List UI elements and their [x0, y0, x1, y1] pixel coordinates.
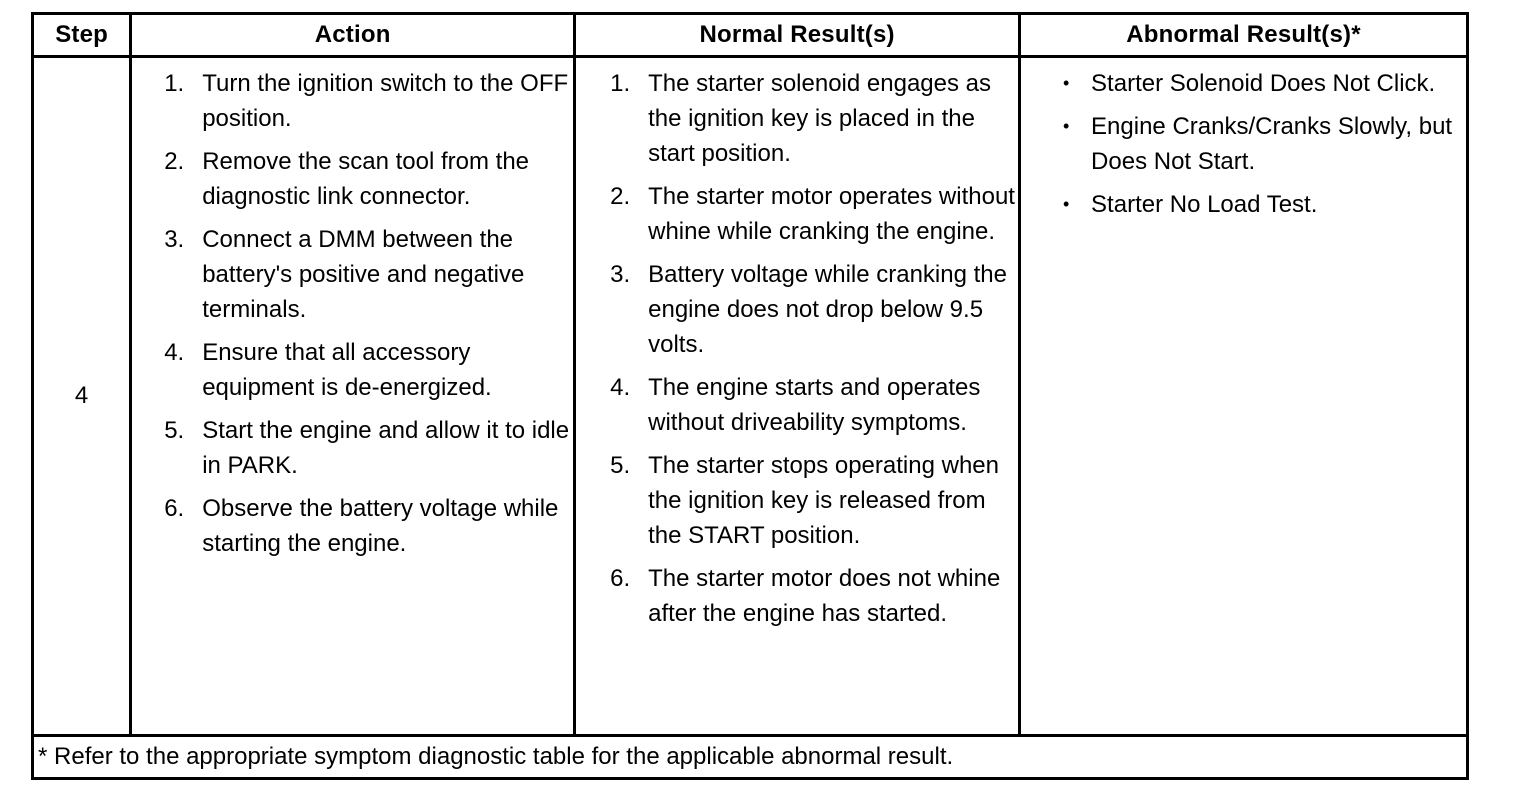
item-number: 4. [164, 339, 185, 366]
item-number: 1. [164, 70, 185, 97]
step-number: 4 [33, 57, 131, 736]
item-text: The starter motor operates without whine while cranking the engine. [648, 183, 1015, 245]
abnormal-results-cell [1020, 57, 1468, 736]
header-step: Step [33, 14, 131, 57]
list-item [1063, 187, 1456, 222]
item-text: The engine starts and operates without driveability symptoms. [648, 374, 981, 436]
item-text: Start the engine and allow it to idle in PARK. [202, 417, 570, 479]
item-number: 4. [610, 374, 631, 401]
item-number: 2. [610, 183, 631, 210]
list-item [164, 413, 570, 483]
item-number: 1. [610, 70, 631, 97]
action-list [132, 58, 573, 561]
header-normal-results: Normal Result(s) [575, 14, 1020, 57]
item-text: Connect a DMM between the battery's positive and negative terminals. [202, 226, 525, 323]
item-text: Remove the scan tool from the diagnostic link connector. [202, 148, 530, 210]
item-text: Engine Cranks/Cranks Slowly, but Does Not Start. [1091, 113, 1453, 175]
table-row [33, 57, 1468, 736]
list-item [610, 370, 1016, 440]
item-text: The starter solenoid engages as the ignition key is placed in the start position. [648, 70, 992, 167]
item-number: 6. [610, 565, 631, 592]
item-text: Observe the battery voltage while starting the engine. [202, 495, 559, 557]
list-item [164, 144, 569, 214]
footnote-row [33, 736, 1468, 779]
item-number: 5. [610, 452, 631, 479]
item-text: Battery voltage while cranking the engine does not drop below 9.5 volts. [648, 261, 1007, 358]
list-item [610, 179, 1016, 249]
list-item [164, 335, 569, 405]
list-item [164, 222, 569, 327]
item-text: Starter Solenoid Does Not Click. [1091, 70, 1436, 97]
header-abnormal-results: Abnormal Result(s)* [1020, 14, 1468, 57]
item-text: The starter stops operating when the ignition key is released from the START position. [648, 452, 999, 549]
list-item [164, 491, 569, 561]
list-item [1063, 66, 1456, 101]
diagnostic-table [31, 12, 1469, 780]
bullet-icon: • [1063, 116, 1070, 136]
item-text: Turn the ignition switch to the OFF position. [202, 70, 569, 132]
item-text: Starter No Load Test. [1091, 191, 1318, 218]
bullet-icon: • [1063, 73, 1070, 93]
list-item [1063, 109, 1456, 179]
item-text: Ensure that all accessory equipment is de-energized. [202, 339, 492, 401]
action-cell [131, 57, 575, 736]
list-item [610, 66, 1016, 171]
header-row [33, 14, 1468, 57]
item-number: 3. [164, 226, 185, 253]
list-item [610, 561, 1016, 631]
list-item [164, 66, 569, 136]
list-item [610, 257, 1016, 362]
footnote: * Refer to the appropriate symptom diagnostic table for the applicable abnormal result. [33, 736, 1468, 779]
header-action: Action [131, 14, 575, 57]
bullet-icon: • [1063, 194, 1070, 214]
normal-results-list [576, 58, 1018, 631]
abnormal-results-list [1021, 58, 1466, 222]
item-number: 6. [164, 495, 185, 522]
item-number: 2. [164, 148, 185, 175]
normal-results-cell [575, 57, 1020, 736]
list-item [610, 448, 1016, 553]
item-number: 3. [610, 261, 631, 288]
item-text: The starter motor does not whine after the engine has started. [648, 565, 1001, 627]
item-number: 5. [164, 417, 185, 444]
